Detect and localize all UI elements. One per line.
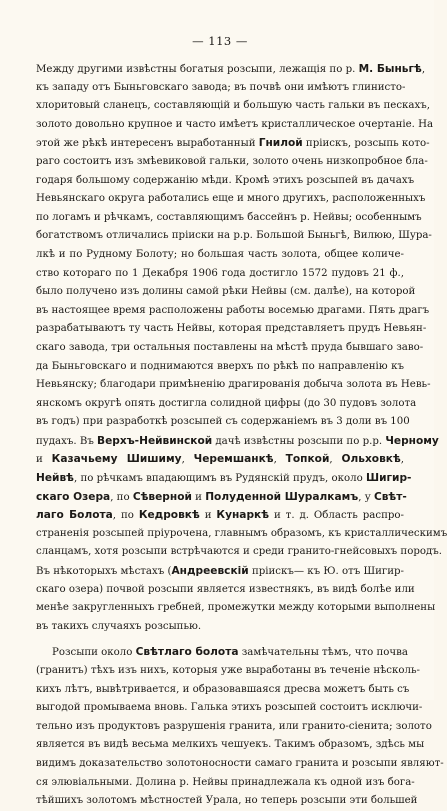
- text-segment: дачѣ извѣстны розсыпи по р.р.: [212, 435, 386, 447]
- text-segment: ся элювіальными. Долина р. Нейвы принадлежала къ одной изъ бога-: [36, 776, 415, 788]
- text-segment: этой же рѣкѣ интересенъ выработанный: [36, 138, 259, 150]
- text-line: [36, 469, 412, 488]
- text-line: [36, 60, 426, 79]
- text-line: [36, 339, 424, 358]
- text-segment: скаго озера) почвой розсыпи является известнякъ, въ видѣ болѣе или: [36, 583, 415, 595]
- text-segment: янскомъ округѣ опять достигла солидной цифры (до 30 пудовъ золота: [36, 397, 417, 409]
- text-segment: , по: [112, 510, 139, 522]
- place-name-bold: Полуденной Шуралкамъ: [205, 490, 359, 503]
- text-segment: Между другими извѣстны богатыя розсыпи, лежащія по р.: [36, 64, 359, 75]
- text-segment: страненія розсыпей пріурочена, главнымъ образомъ, къ кристаллическимъ: [36, 527, 447, 539]
- text-segment: и: [199, 510, 217, 522]
- text-line: [36, 681, 410, 700]
- place-name-bold: Андреевскій: [171, 565, 249, 578]
- place-name-bold: Кунаркѣ: [216, 509, 270, 522]
- text-segment: кихъ лѣтъ, вывѣтривается, и образовавшаяся дресва можетъ быть съ: [36, 683, 410, 695]
- text-line: [36, 227, 432, 246]
- text-line: [36, 134, 430, 153]
- text-segment: и т. д. Область распро-: [269, 510, 404, 522]
- text-segment: прiискъ— къ Ю. отъ Шигир-: [248, 566, 404, 578]
- text-segment: скаго завода, три остальныя поставлены на мѣстѣ пруда бывшаго заво-: [36, 341, 424, 353]
- page-number: — 113 —: [192, 34, 248, 48]
- text-segment: Невьянску; благодари примѣненію драгированія добыча золота въ Невь-: [36, 379, 431, 391]
- text-segment: ство котораго по 1 Декабря 1906 года достигло 1572 пудовъ 21 ф.,: [36, 267, 404, 279]
- text-line: [36, 599, 436, 618]
- text-segment: и: [36, 454, 52, 466]
- text-segment: и: [191, 491, 206, 503]
- text-segment: раго состоитъ изъ змѣевиковой гальки, золото очень низкопробное бла-: [36, 155, 428, 167]
- text-line: [36, 172, 415, 191]
- place-name-bold: Черному: [385, 434, 439, 447]
- text-line: [36, 79, 404, 98]
- text-segment: въ такихъ случаяхъ розсыпью.: [36, 620, 202, 632]
- place-name-bold: Гнилой: [258, 137, 303, 150]
- text-line: [36, 395, 417, 414]
- text-line: [36, 618, 404, 637]
- text-line: [36, 97, 430, 116]
- place-name-bold: Топкой: [285, 453, 330, 466]
- place-name-bold: Свѣтлаго болота: [135, 646, 239, 659]
- place-name-bold: М. Быньгѣ: [358, 63, 422, 75]
- text-line: [36, 525, 447, 544]
- place-name-bold: Сѣверной: [132, 490, 192, 503]
- place-name-bold: Черемшанкѣ: [193, 453, 274, 466]
- place-name-bold: Ольховкѣ: [341, 453, 401, 466]
- text-line: [36, 718, 432, 737]
- text-line: [36, 662, 420, 681]
- body-text: [36, 60, 447, 811]
- text-line: [36, 283, 416, 302]
- text-line: [36, 320, 427, 339]
- text-line: [36, 432, 439, 451]
- text-segment: менѣе закругленныхъ гребней, промежутки между которыми выполнены: [36, 602, 436, 614]
- text-segment: является въ видѣ весьма мелкихъ чешуекъ. Такимъ образомъ, здѣсь мы: [36, 739, 425, 751]
- text-segment: ,: [400, 454, 405, 466]
- text-segment: сланцамъ, хотя розсыпи встрѣчаются и среди гранито-гнейсовыхъ породъ.: [36, 546, 442, 558]
- text-segment: ,: [181, 454, 194, 466]
- place-name-bold: Шигир-: [366, 472, 412, 485]
- text-line: [36, 246, 404, 265]
- text-segment: выгодой промываема вновь. Галька этихъ розсыпей состоитъ исключи-: [36, 702, 423, 714]
- text-segment: , у: [358, 491, 374, 503]
- text-line: [36, 755, 444, 774]
- text-line: [36, 736, 425, 755]
- text-line: [36, 543, 442, 562]
- text-line: [36, 190, 426, 209]
- text-line: [36, 506, 404, 525]
- text-line: [36, 488, 407, 507]
- text-line: [36, 562, 404, 581]
- text-line: [36, 774, 415, 793]
- text-line: [36, 792, 418, 811]
- text-segment: Въ нѣкоторыхъ мѣстахъ (: [36, 566, 172, 578]
- text-segment: къ западу отъ Быньговскаго завода; въ почвѣ они имѣютъ глинисто-: [36, 81, 406, 93]
- text-segment: годаря большому содержанію мѣди. Кромѣ этихъ розсыпей въ дачахъ: [36, 174, 415, 186]
- text-line: [36, 450, 404, 469]
- text-segment: въ настоящее время расположены работы восемью драгами. Пять драгъ: [36, 304, 430, 316]
- text-segment: замѣчательны тѣмъ, что почва: [238, 647, 408, 659]
- place-name-bold: Верхъ-Нейвинской: [97, 434, 213, 447]
- text-line: [36, 581, 415, 600]
- place-name-bold: Казачьему Шишиму: [51, 453, 182, 466]
- text-segment: тѣйшихъ золотомъ мѣстностей Урала, но теперь розсыпи эти большей: [36, 795, 418, 807]
- text-segment: Розсыпи около: [52, 647, 136, 659]
- text-line: [36, 116, 434, 135]
- text-segment: пудахъ. Въ: [36, 435, 98, 447]
- place-name-bold: Нейвѣ: [36, 472, 74, 485]
- text-line: [36, 376, 431, 395]
- place-name-bold: лаго Болота: [36, 509, 113, 522]
- text-segment: Невьянскаго округа работались еще и много другихъ, расположенныхъ: [36, 193, 426, 205]
- text-segment: богатствомъ отличались прiиски на р.р. Большой Быньгѣ, Вилюю, Шура-: [36, 230, 432, 242]
- text-line: [36, 209, 422, 228]
- text-segment: ,: [273, 454, 286, 466]
- text-segment: было получено изъ долины самой рѣки Нейвы (см. далѣе), на которой: [36, 286, 416, 298]
- text-line: [36, 302, 430, 321]
- text-line: [36, 643, 408, 662]
- place-name-bold: Свѣт-: [373, 490, 407, 503]
- paragraph-gap: [36, 636, 404, 643]
- text-segment: по логамъ и рѣчкамъ, составляющимъ бассейнъ р. Нейвы; особеннымъ: [36, 211, 422, 223]
- text-line: [36, 413, 410, 432]
- text-line: [36, 265, 404, 284]
- text-line: [36, 358, 404, 377]
- text-segment: хлоритовый сланецъ, составляющій и большую часть гальки въ пескахъ,: [36, 100, 430, 112]
- text-segment: тельно изъ продуктовъ разрушенія гранита, или гранито-сіенита; золото: [36, 720, 432, 732]
- text-line: [36, 153, 428, 172]
- text-segment: да Быньговскаго и поднимаются вверхъ по рѣкѣ по направленію къ: [36, 360, 404, 372]
- place-name-bold: скаго Озера: [36, 490, 111, 503]
- text-segment: лкѣ и по Рудному Болоту; но большая часть золота, общее количе-: [36, 248, 404, 260]
- text-segment: ,: [329, 454, 342, 466]
- text-segment: въ годъ) при разработкѣ розсыпей съ содержаніемъ въ 3 доли въ 100: [36, 416, 410, 428]
- text-segment: , по: [110, 491, 133, 503]
- text-line: [36, 699, 423, 718]
- text-segment: видимъ доказательство золотоносности самаго гранита и розсыпи являют-: [36, 757, 444, 769]
- text-segment: ,: [421, 64, 426, 75]
- text-segment: разрабатываютъ ту часть Нейвы, которая представляетъ прудъ Невьян-: [36, 323, 427, 335]
- text-segment: (гранитъ) тѣхъ изъ нихъ, которыя уже выработаны въ теченіе нѣсколь-: [36, 665, 420, 676]
- text-segment: , по рѣчкамъ впадающимъ въ Рудянскій прудъ, около: [73, 473, 366, 485]
- text-segment: прiискъ, розсыпь кото-: [302, 138, 430, 150]
- text-segment: золото довольно крупное и часто имѣетъ кристаллическое очертаніе. На: [36, 118, 434, 130]
- place-name-bold: Кедровкѣ: [138, 509, 200, 522]
